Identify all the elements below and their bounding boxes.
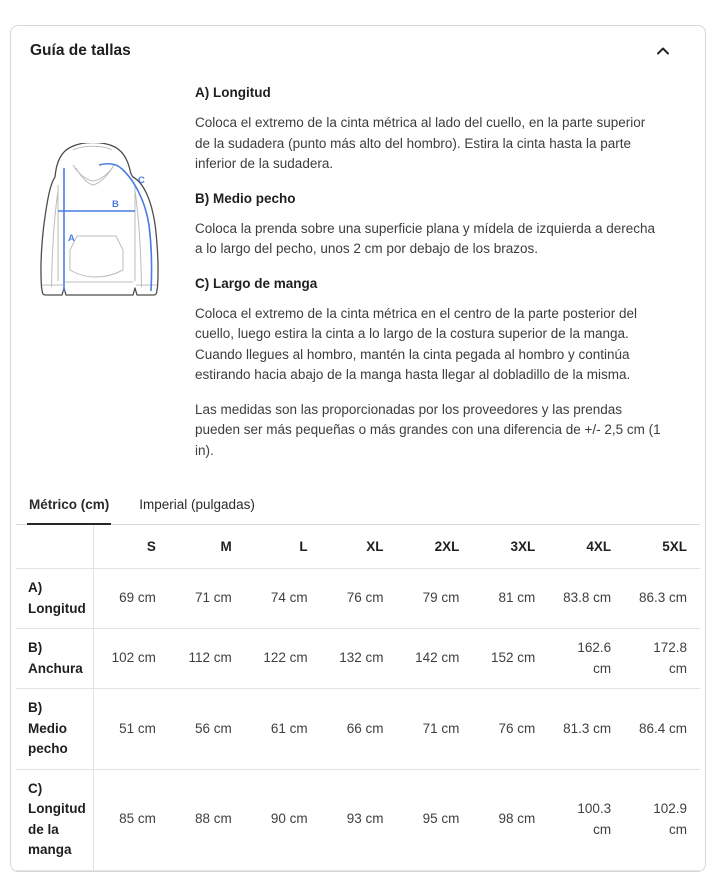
table-cell: 152 cm xyxy=(472,629,548,689)
section-heading-a: A) Longitud xyxy=(195,85,271,100)
collapse-button[interactable] xyxy=(652,40,674,62)
table-cell: 132 cm xyxy=(321,629,397,689)
size-guide-card xyxy=(10,25,706,872)
table-cell: 83.8 cm xyxy=(548,569,624,629)
row-label: C) Longitud de la manga xyxy=(16,769,93,870)
table-cell: 81 cm xyxy=(472,569,548,629)
row-label: A) Longitud xyxy=(16,569,93,629)
table-cell: 81.3 cm xyxy=(548,689,624,770)
measure-label-a: A xyxy=(68,233,75,244)
table-header-row xyxy=(16,525,700,569)
measure-label-b: B xyxy=(112,199,119,210)
table-cell: 86.4 cm xyxy=(624,689,700,770)
hoodie-outline xyxy=(41,143,158,295)
table-cell: 79 cm xyxy=(397,569,473,629)
row-label: B) Medio pecho xyxy=(16,689,93,770)
table-cell: 95 cm xyxy=(397,769,473,870)
table-cell: 102.9 cm xyxy=(624,769,700,870)
column-header-3xl: 3XL xyxy=(472,525,548,569)
section-body-a: Coloca el extremo de la cinta métrica al lado del cuello, en la parte superior de la sudadera (punto más alto del hombro). Estira la cinta hasta la parte inferior de la sudadera. xyxy=(195,115,646,171)
table-row-longitud xyxy=(16,569,700,629)
table-cell: 122 cm xyxy=(245,629,321,689)
section-heading-b: B) Medio pecho xyxy=(195,190,296,206)
table-cell: 102 cm xyxy=(93,629,169,689)
section-heading-c: C) Largo de manga xyxy=(195,275,318,291)
section-body-b: Coloca la prenda sobre una superficie plana y mídela de izquierda a derecha a lo largo del pecho, unos 2 cm por debajo de los brazos. xyxy=(195,220,656,256)
table-cell: 61 cm xyxy=(245,689,321,770)
table-cell: 142 cm xyxy=(397,629,473,689)
table-cell: 51 cm xyxy=(93,689,169,770)
column-header-l: L xyxy=(245,525,321,569)
table-cell: 76 cm xyxy=(472,689,548,770)
column-header-4xl: 4XL xyxy=(548,525,624,569)
table-row-longitud-manga xyxy=(16,769,700,870)
table-cell: 90 cm xyxy=(245,769,321,870)
table-cell: 162.6 cm xyxy=(548,629,624,689)
column-header-s: S xyxy=(93,525,169,569)
tab-metric[interactable]: Métrico (cm) xyxy=(27,491,111,525)
table-cell: 56 cm xyxy=(169,689,245,770)
column-header-5xl: 5XL xyxy=(624,525,700,569)
hoodie-diagram xyxy=(25,143,195,475)
column-header-m: M xyxy=(169,525,245,569)
table-row-medio-pecho xyxy=(16,689,700,770)
card-header xyxy=(16,26,700,62)
corner-cell xyxy=(16,525,93,569)
table-cell: 172.8 cm xyxy=(624,629,700,689)
table-cell: 88 cm xyxy=(169,769,245,870)
section-body-c: Coloca el extremo de la cinta métrica en el centro de la parte posterior del cuello, luego estira la cinta a lo largo de la costura superior de la manga. Cuando llegues al hombro, mantén la cinta pegada al hombro y continúa estirando hacia abajo de la manga hasta llegar al dobladillo de la misma. xyxy=(195,305,637,382)
table-cell: 86.3 cm xyxy=(624,569,700,629)
table-cell: 71 cm xyxy=(169,569,245,629)
measure-label-c: C xyxy=(138,175,145,186)
measurement-instructions xyxy=(195,83,661,475)
table-cell: 112 cm xyxy=(169,629,245,689)
table-cell: 76 cm xyxy=(321,569,397,629)
table-cell: 98 cm xyxy=(472,769,548,870)
table-cell: 66 cm xyxy=(321,689,397,770)
unit-tabs xyxy=(16,491,700,525)
chevron-up-icon xyxy=(654,42,672,60)
column-header-2xl: 2XL xyxy=(397,525,473,569)
tolerance-note: Las medidas son las proporcionadas por los proveedores y las prendas pueden ser más pequeñas o más grandes con una diferencia de +/- 2,5 cm (1 in). xyxy=(195,401,661,458)
tab-imperial[interactable]: Imperial (pulgadas) xyxy=(139,497,255,512)
table-cell: 85 cm xyxy=(93,769,169,870)
table-row-anchura xyxy=(16,629,700,689)
table-cell: 69 cm xyxy=(93,569,169,629)
size-table xyxy=(16,525,700,871)
guide-body xyxy=(16,62,700,475)
table-cell: 71 cm xyxy=(397,689,473,770)
panel-title: Guía de tallas xyxy=(30,42,131,59)
row-label: B) Anchura xyxy=(16,629,93,689)
table-cell: 74 cm xyxy=(245,569,321,629)
column-header-xl: XL xyxy=(321,525,397,569)
table-cell: 93 cm xyxy=(321,769,397,870)
table-cell: 100.3 cm xyxy=(548,769,624,870)
